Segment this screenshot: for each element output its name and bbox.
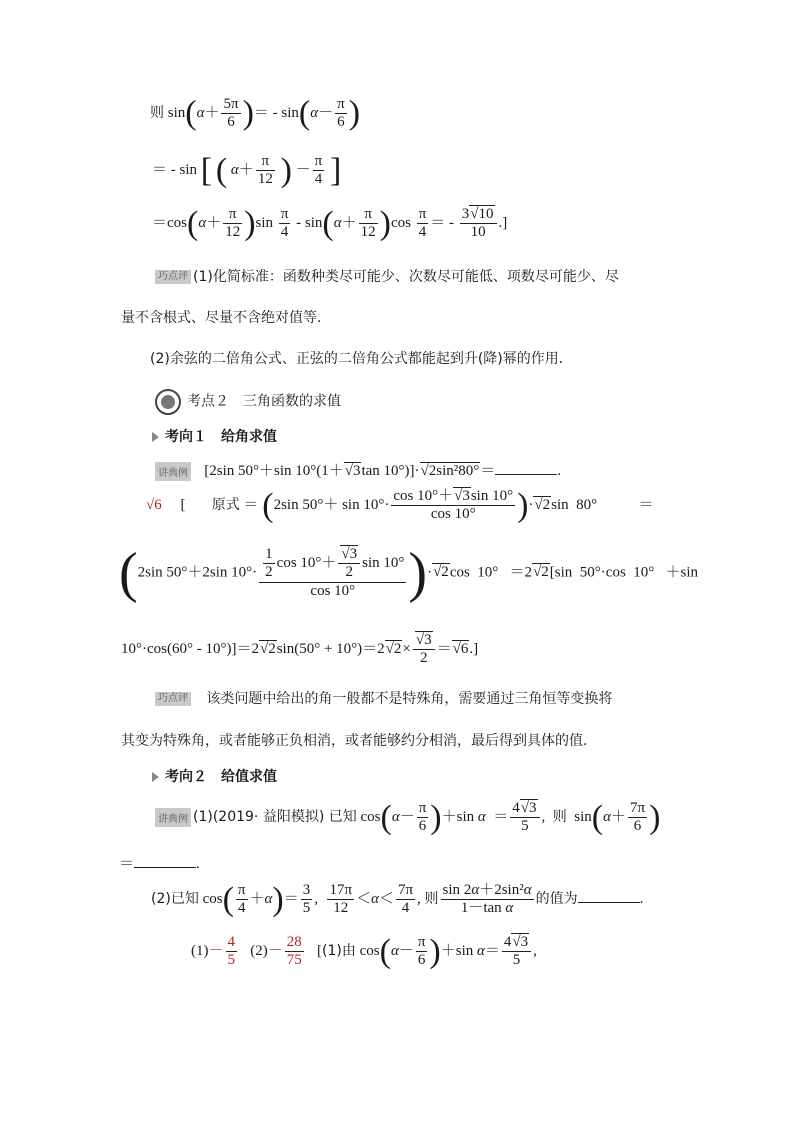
ex1-tag: 讲典例 <box>155 462 191 481</box>
line3: ＝cos(α＋ $\frac{\pi}{12}$ )sin $\frac{\pi}{4}$ - sin(α＋ $\frac{\pi}{12}$ )cos $\frac{\pi}{4}$ ＝ - $\frac{3√10}{10}$ .] <box>152 204 508 242</box>
note3-tag: 巧点评 <box>155 692 191 706</box>
ex1-question: [2sin 50°＋sin 10°(1＋√3tan 10°)]·√2sin²80°＝ . <box>196 463 562 479</box>
topic1-title: 考向１ 给角求值 <box>165 429 277 445</box>
line1 <box>150 96 360 132</box>
note3-line-b: 其变为特殊角，或者能够正负相消，或者能够约分相消，最后得到具体的值． <box>121 733 597 749</box>
ans1-line-b: (2sin 50°＋2sin 10°· $\frac{1}{2}$ cos 10°＋ $\frac{√3}{2}$ sin 10° cos 10° )·√2cos 10° ＝2√2[sin 50°·cos 10° ＋sin <box>119 542 699 604</box>
topic1 <box>152 430 277 444</box>
triangle-marker-icon <box>152 772 159 782</box>
ex2-tag: 讲典例 <box>155 808 191 827</box>
example1 <box>155 459 561 481</box>
line1-math: sin(α＋ $\frac{5\pi}{6}$ )＝ - sin(α－ $\frac{\pi}{6}$ ) <box>167 94 361 132</box>
ans1-answer: √6 <box>146 497 162 514</box>
topic2-title: 考向２ 给值求值 <box>165 769 277 785</box>
line1-prefix: 则 <box>150 105 164 122</box>
example2-q1-blank: ＝ . <box>119 856 200 872</box>
note1-line-b: 量不含根式、尽量不含绝对值等． <box>121 310 331 326</box>
example2-q2: (2)已知 cos( $\frac{\pi}{4}$ ＋α)＝ $\frac{3}{5}$ , $\frac{17\pi}{12}$ ＜α＜ $\frac{7\pi}{4}$ , 则 $\frac{\text{sin 2α＋2sin²α}}{\text{1－tan α}}$ 的值为 . <box>151 880 644 918</box>
circle-bullet-icon <box>155 389 181 415</box>
example2-q1: 讲典例 (1)(2019· 益阳模拟) 已知 cos(α－ $\frac{\pi}{6}$ )＋sin α ＝ $\frac{4√3}{5}$ , 则 sin(α＋ $\frac{7\pi}{6}$ ) <box>155 800 660 836</box>
section-heading <box>155 389 341 415</box>
section-title: 考点２ 三角函数的求值 <box>187 393 341 410</box>
note3-line-a: 巧点评 该类问题中给出的角一般都不是特殊角，需要通过三角恒等变换将 <box>155 692 612 706</box>
ans1-line-a: √6 [ 原式 ＝ (2sin 50°＋ sin 10°· $\frac{\cos 10^\circ+√3\sin 10^\circ}{\cos 10^\circ}$ )·√2sin 80° ＝ <box>146 486 654 524</box>
note1-line-a: 巧点评 (1)化简标准：函数种类尽可能少、次数尽可能低、项数尽可能少、尽 <box>155 270 619 284</box>
topic2 <box>152 770 277 784</box>
ans2: (1)－ $\frac{4}{5}$ (2)－ $\frac{28}{75}$ [(1)由 cos(α－ $\frac{\pi}{6}$ )＋sin α＝ $\frac{4√3}{5}$ , <box>191 932 537 970</box>
triangle-marker-icon <box>152 432 159 442</box>
line2: ＝ - sin [ ( α＋ $\frac{\pi}{12}$ ) － $\frac{\pi}{4}$ ] <box>152 151 342 189</box>
note1-tag: 巧点评 <box>155 270 191 284</box>
ans1-line-c: 10°·cos(60° - 10°)]＝2√2sin(50° + 10°)＝2√2× $\frac{√3}{2}$ ＝√6.] <box>121 632 479 667</box>
note2: (2)余弦的二倍角公式、正弦的二倍角公式都能起到升(降)幂的作用． <box>150 351 573 367</box>
